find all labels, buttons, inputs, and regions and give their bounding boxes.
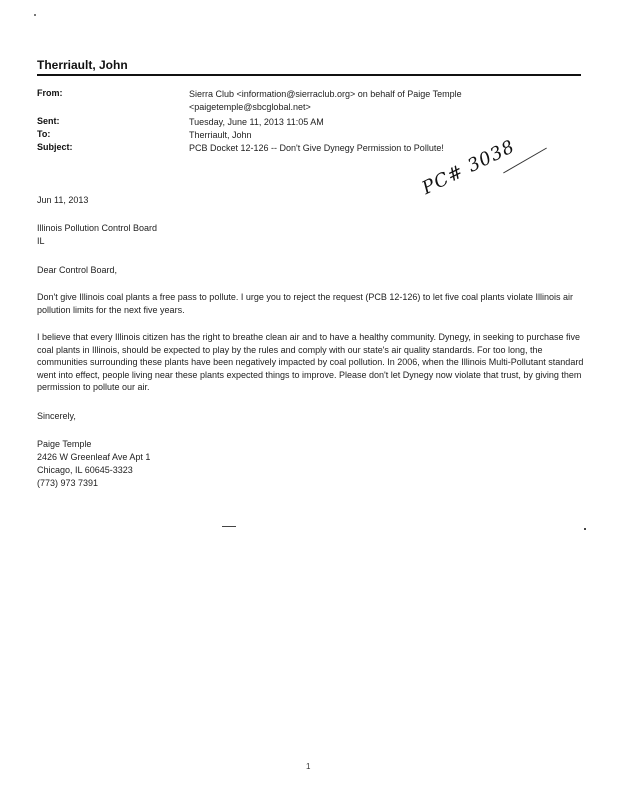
to-label: To: [37, 129, 51, 139]
letter-paragraph-1: Don't give Illinois coal plants a free pass to pollute. I urge you to reject the request (PCB 12-126) to let five coal plants violate Illinois air pollution limits for the next five years. [37, 292, 574, 315]
sent-value: Tuesday, June 11, 2013 11:05 AM [189, 117, 324, 127]
to-value: Therriault, John [189, 130, 252, 140]
letter-date: Jun 11, 2013 [37, 195, 89, 205]
signature-address-line1: 2426 W Greenleaf Ave Apt 1 [37, 452, 151, 462]
recipient-name-heading: Therriault, John [37, 58, 128, 72]
from-label: From: [37, 88, 63, 98]
letter-salutation: Dear Control Board, [37, 265, 118, 275]
scan-speck [34, 14, 36, 16]
scan-dash [222, 526, 236, 527]
signature-phone: (773) 973 7391 [37, 478, 99, 488]
letter-closing: Sincerely, [37, 411, 76, 421]
handwritten-stamp: PC# 3038 [418, 136, 519, 199]
letter-paragraph-2: I believe that every Illinois citizen has the right to breathe clean air and to have a healthy community. Dynegy, in seeking to purchase five coal plants in Illinois, should be expected to play by the rules and comply with our state's air quality standards. For too long, the communities surrounding these plants have been negatively impacted by coal pollution. In 2006, when the Illinois Multi-Pollutant standard went into effect, people living near these plants expected things to improve. Please don't let Dynegy now violate that trust, by giving them permission to pollute our air. [37, 332, 584, 392]
signature-name: Paige Temple [37, 439, 92, 449]
letter-recipient-line1: Illinois Pollution Control Board [37, 223, 158, 233]
from-value-line1: Sierra Club <information@sierraclub.org> on behalf of Paige Temple [189, 89, 462, 99]
sent-label: Sent: [37, 116, 60, 126]
signature-address-line2: Chicago, IL 60645-3323 [37, 465, 133, 475]
letter-recipient-line2: IL [37, 236, 45, 246]
scan-dot [584, 528, 586, 530]
from-value-line2: <paigetemple@sbcglobal.net> [189, 102, 311, 112]
subject-value: PCB Docket 12-126 -- Don't Give Dynegy Permission to Pollute! [189, 143, 444, 153]
subject-label: Subject: [37, 142, 73, 152]
page-number: 1 [306, 762, 311, 771]
header-rule [37, 74, 581, 76]
